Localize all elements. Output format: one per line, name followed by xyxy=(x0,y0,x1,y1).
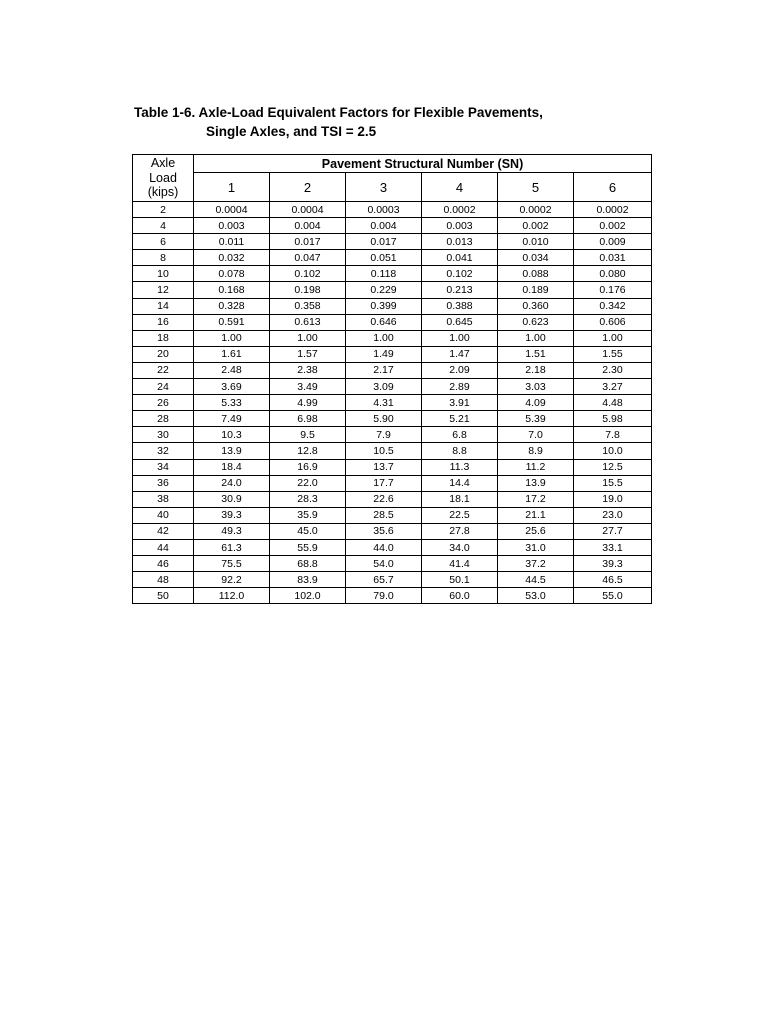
factor-cell: 39.3 xyxy=(574,556,652,572)
factor-cell: 2.09 xyxy=(422,362,498,378)
axle-load-cell: 40 xyxy=(133,507,194,523)
factor-cell: 18.1 xyxy=(422,491,498,507)
factor-cell: 12.8 xyxy=(270,443,346,459)
factor-cell: 2.18 xyxy=(498,362,574,378)
factor-cell: 17.7 xyxy=(346,475,422,491)
axle-load-cell: 46 xyxy=(133,556,194,572)
table-row xyxy=(133,395,652,411)
factor-cell: 0.613 xyxy=(270,314,346,330)
factor-cell: 0.041 xyxy=(422,250,498,266)
factor-cell: 0.0004 xyxy=(194,202,270,218)
factor-cell: 0.003 xyxy=(194,218,270,234)
table-row xyxy=(133,282,652,298)
factor-cell: 45.0 xyxy=(270,523,346,539)
factor-cell: 1.61 xyxy=(194,346,270,362)
factor-cell: 4.99 xyxy=(270,395,346,411)
table-row xyxy=(133,556,652,572)
factor-cell: 0.198 xyxy=(270,282,346,298)
factor-cell: 7.8 xyxy=(574,427,652,443)
factor-cell: 7.49 xyxy=(194,411,270,427)
factor-cell: 7.0 xyxy=(498,427,574,443)
factor-cell: 6.8 xyxy=(422,427,498,443)
axle-load-factors-table xyxy=(132,154,652,604)
table-row xyxy=(133,330,652,346)
axle-load-cell: 34 xyxy=(133,459,194,475)
factor-cell: 0.009 xyxy=(574,234,652,250)
factor-cell: 18.4 xyxy=(194,459,270,475)
table-row xyxy=(133,362,652,378)
axle-load-header xyxy=(133,155,194,202)
axle-load-cell: 24 xyxy=(133,379,194,395)
factor-cell: 0.004 xyxy=(346,218,422,234)
factor-cell: 0.088 xyxy=(498,266,574,282)
factor-cell: 5.90 xyxy=(346,411,422,427)
axle-load-cell: 42 xyxy=(133,523,194,539)
table-row xyxy=(133,539,652,555)
factor-cell: 4.09 xyxy=(498,395,574,411)
factor-cell: 0.623 xyxy=(498,314,574,330)
factor-cell: 17.2 xyxy=(498,491,574,507)
factor-cell: 27.8 xyxy=(422,523,498,539)
axle-load-cell: 26 xyxy=(133,395,194,411)
factor-cell: 0.213 xyxy=(422,282,498,298)
factor-cell: 35.6 xyxy=(346,523,422,539)
factor-cell: 0.0002 xyxy=(498,202,574,218)
factor-cell: 61.3 xyxy=(194,539,270,555)
factor-cell: 11.3 xyxy=(422,459,498,475)
factor-cell: 9.5 xyxy=(270,427,346,443)
axle-load-cell: 8 xyxy=(133,250,194,266)
factor-cell: 5.21 xyxy=(422,411,498,427)
factor-cell: 14.4 xyxy=(422,475,498,491)
factor-cell: 1.00 xyxy=(498,330,574,346)
factor-cell: 2.89 xyxy=(422,379,498,395)
factor-cell: 5.98 xyxy=(574,411,652,427)
factor-cell: 5.39 xyxy=(498,411,574,427)
factor-cell: 1.51 xyxy=(498,346,574,362)
factor-cell: 0.013 xyxy=(422,234,498,250)
factor-cell: 1.00 xyxy=(422,330,498,346)
factor-cell: 39.3 xyxy=(194,507,270,523)
factor-cell: 0.017 xyxy=(270,234,346,250)
factor-cell: 2.17 xyxy=(346,362,422,378)
factor-cell: 2.30 xyxy=(574,362,652,378)
factor-cell: 79.0 xyxy=(346,588,422,604)
axle-load-cell: 20 xyxy=(133,346,194,362)
factor-cell: 0.078 xyxy=(194,266,270,282)
factor-cell: 0.011 xyxy=(194,234,270,250)
factor-cell: 31.0 xyxy=(498,539,574,555)
factor-cell: 4.31 xyxy=(346,395,422,411)
axle-load-cell: 38 xyxy=(133,491,194,507)
factor-cell: 53.0 xyxy=(498,588,574,604)
factor-cell: 0.399 xyxy=(346,298,422,314)
factor-cell: 55.9 xyxy=(270,539,346,555)
factor-cell: 30.9 xyxy=(194,491,270,507)
factor-cell: 0.229 xyxy=(346,282,422,298)
factor-cell: 41.4 xyxy=(422,556,498,572)
factor-cell: 0.342 xyxy=(574,298,652,314)
factor-cell: 10.0 xyxy=(574,443,652,459)
factor-cell: 0.328 xyxy=(194,298,270,314)
sn-column-header: 6 xyxy=(574,173,652,202)
factor-cell: 92.2 xyxy=(194,572,270,588)
factor-cell: 3.49 xyxy=(270,379,346,395)
factor-cell: 0.0004 xyxy=(270,202,346,218)
factor-cell: 0.645 xyxy=(422,314,498,330)
factor-cell: 19.0 xyxy=(574,491,652,507)
factor-cell: 83.9 xyxy=(270,572,346,588)
factor-cell: 5.33 xyxy=(194,395,270,411)
factor-cell: 8.8 xyxy=(422,443,498,459)
factor-cell: 35.9 xyxy=(270,507,346,523)
axle-load-cell: 32 xyxy=(133,443,194,459)
table-header xyxy=(133,155,652,202)
factor-cell: 10.5 xyxy=(346,443,422,459)
factor-cell: 0.002 xyxy=(574,218,652,234)
factor-cell: 0.102 xyxy=(270,266,346,282)
factor-cell: 0.189 xyxy=(498,282,574,298)
table-row xyxy=(133,266,652,282)
factor-cell: 60.0 xyxy=(422,588,498,604)
factor-cell: 0.360 xyxy=(498,298,574,314)
factor-cell: 3.03 xyxy=(498,379,574,395)
factor-cell: 0.034 xyxy=(498,250,574,266)
factor-cell: 13.9 xyxy=(498,475,574,491)
factor-cell: 0.003 xyxy=(422,218,498,234)
factor-cell: 1.57 xyxy=(270,346,346,362)
factor-cell: 55.0 xyxy=(574,588,652,604)
factor-cell: 34.0 xyxy=(422,539,498,555)
factor-cell: 0.080 xyxy=(574,266,652,282)
axle-load-cell: 48 xyxy=(133,572,194,588)
axle-load-cell: 2 xyxy=(133,202,194,218)
factor-cell: 25.6 xyxy=(498,523,574,539)
factor-cell: 0.047 xyxy=(270,250,346,266)
factor-cell: 16.9 xyxy=(270,459,346,475)
table-row xyxy=(133,314,652,330)
axle-load-cell: 16 xyxy=(133,314,194,330)
axle-header-line: Axle xyxy=(150,156,176,171)
factor-cell: 22.0 xyxy=(270,475,346,491)
factor-cell: 3.69 xyxy=(194,379,270,395)
table-row xyxy=(133,459,652,475)
factor-cell: 3.27 xyxy=(574,379,652,395)
axle-load-cell: 14 xyxy=(133,298,194,314)
factor-cell: 0.032 xyxy=(194,250,270,266)
factor-cell: 23.0 xyxy=(574,507,652,523)
table-row xyxy=(133,443,652,459)
table-row xyxy=(133,411,652,427)
factor-cell: 0.102 xyxy=(422,266,498,282)
axle-load-cell: 50 xyxy=(133,588,194,604)
factor-cell: 3.09 xyxy=(346,379,422,395)
factor-cell: 6.98 xyxy=(270,411,346,427)
factor-cell: 46.5 xyxy=(574,572,652,588)
table-row xyxy=(133,298,652,314)
factor-cell: 0.0002 xyxy=(422,202,498,218)
factor-cell: 0.017 xyxy=(346,234,422,250)
table-row xyxy=(133,427,652,443)
factor-cell: 37.2 xyxy=(498,556,574,572)
factor-cell: 0.176 xyxy=(574,282,652,298)
table-row xyxy=(133,346,652,362)
table-row xyxy=(133,572,652,588)
factor-cell: 1.00 xyxy=(574,330,652,346)
table-caption xyxy=(134,103,543,141)
factor-cell: 22.6 xyxy=(346,491,422,507)
factor-cell: 13.9 xyxy=(194,443,270,459)
factor-cell: 68.8 xyxy=(270,556,346,572)
factor-cell: 0.004 xyxy=(270,218,346,234)
axle-load-cell: 22 xyxy=(133,362,194,378)
factor-cell: 1.47 xyxy=(422,346,498,362)
factor-cell: 0.388 xyxy=(422,298,498,314)
factor-cell: 1.55 xyxy=(574,346,652,362)
factor-cell: 2.48 xyxy=(194,362,270,378)
axle-load-cell: 10 xyxy=(133,266,194,282)
factor-cell: 0.118 xyxy=(346,266,422,282)
table-row xyxy=(133,491,652,507)
table-row xyxy=(133,507,652,523)
factor-cell: 112.0 xyxy=(194,588,270,604)
factor-cell: 1.00 xyxy=(194,330,270,346)
factor-cell: 15.5 xyxy=(574,475,652,491)
axle-load-cell: 6 xyxy=(133,234,194,250)
factor-cell: 28.5 xyxy=(346,507,422,523)
caption-line-1: Table 1-6. Axle-Load Equivalent Factors for Flexible Pavements, xyxy=(134,105,543,120)
factor-cell: 21.1 xyxy=(498,507,574,523)
sn-column-header: 4 xyxy=(422,173,498,202)
axle-header-line: (kips) xyxy=(147,185,179,200)
sn-column-header: 2 xyxy=(270,173,346,202)
factor-cell: 102.0 xyxy=(270,588,346,604)
table-row xyxy=(133,202,652,218)
axle-header-line: Load xyxy=(149,170,177,185)
factor-cell: 44.5 xyxy=(498,572,574,588)
factor-cell: 0.606 xyxy=(574,314,652,330)
table-row xyxy=(133,250,652,266)
factor-cell: 3.91 xyxy=(422,395,498,411)
factor-cell: 75.5 xyxy=(194,556,270,572)
factor-cell: 0.591 xyxy=(194,314,270,330)
factor-cell: 1.00 xyxy=(270,330,346,346)
table-row xyxy=(133,234,652,250)
axle-load-cell: 36 xyxy=(133,475,194,491)
table-row xyxy=(133,475,652,491)
factor-cell: 0.646 xyxy=(346,314,422,330)
factor-cell: 10.3 xyxy=(194,427,270,443)
factor-cell: 4.48 xyxy=(574,395,652,411)
factor-cell: 0.051 xyxy=(346,250,422,266)
axle-load-cell: 28 xyxy=(133,411,194,427)
factor-cell: 1.49 xyxy=(346,346,422,362)
factor-cell: 0.0003 xyxy=(346,202,422,218)
table-body xyxy=(133,202,652,604)
factor-cell: 13.7 xyxy=(346,459,422,475)
factor-cell: 54.0 xyxy=(346,556,422,572)
factor-cell: 27.7 xyxy=(574,523,652,539)
table-row xyxy=(133,218,652,234)
sn-column-header: 3 xyxy=(346,173,422,202)
factor-cell: 24.0 xyxy=(194,475,270,491)
axle-load-cell: 4 xyxy=(133,218,194,234)
factor-cell: 0.031 xyxy=(574,250,652,266)
factor-cell: 12.5 xyxy=(574,459,652,475)
factor-cell: 2.38 xyxy=(270,362,346,378)
structural-number-header: Pavement Structural Number (SN) xyxy=(194,155,652,173)
factor-cell: 1.00 xyxy=(346,330,422,346)
factor-cell: 0.002 xyxy=(498,218,574,234)
factor-cell: 33.1 xyxy=(574,539,652,555)
table-row xyxy=(133,379,652,395)
axle-load-cell: 44 xyxy=(133,539,194,555)
factor-cell: 8.9 xyxy=(498,443,574,459)
axle-load-cell: 18 xyxy=(133,330,194,346)
factor-cell: 49.3 xyxy=(194,523,270,539)
caption-line-2: Single Axles, and TSI = 2.5 xyxy=(206,124,377,139)
factor-cell: 28.3 xyxy=(270,491,346,507)
axle-load-cell: 12 xyxy=(133,282,194,298)
table-row xyxy=(133,588,652,604)
factor-cell: 0.0002 xyxy=(574,202,652,218)
sn-column-header: 5 xyxy=(498,173,574,202)
sn-column-header: 1 xyxy=(194,173,270,202)
factor-cell: 7.9 xyxy=(346,427,422,443)
factor-cell: 22.5 xyxy=(422,507,498,523)
factor-cell: 44.0 xyxy=(346,539,422,555)
factor-cell: 11.2 xyxy=(498,459,574,475)
factor-cell: 0.168 xyxy=(194,282,270,298)
factor-cell: 0.010 xyxy=(498,234,574,250)
factor-cell: 50.1 xyxy=(422,572,498,588)
table-row xyxy=(133,523,652,539)
factor-cell: 65.7 xyxy=(346,572,422,588)
factor-cell: 0.358 xyxy=(270,298,346,314)
axle-load-cell: 30 xyxy=(133,427,194,443)
